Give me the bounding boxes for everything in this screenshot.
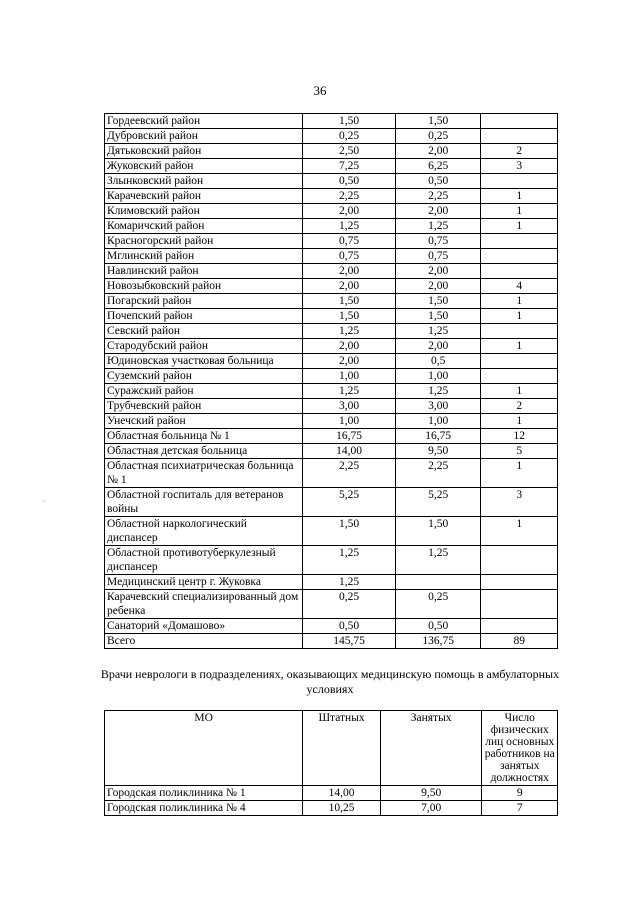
- org-cell: Дубровский район: [105, 129, 303, 144]
- table-row: [105, 114, 558, 129]
- staff-cell: 1,25: [303, 575, 396, 590]
- org-cell: Всего: [105, 634, 303, 649]
- table-row: [105, 384, 558, 399]
- staff-cell: 1,50: [303, 517, 396, 546]
- staff-cell: 0,75: [303, 249, 396, 264]
- org-cell: Почепский район: [105, 309, 303, 324]
- table-row: [105, 634, 558, 649]
- table-row: [105, 309, 558, 324]
- occupied-cell: 16,75: [395, 429, 481, 444]
- table-row: [105, 459, 558, 488]
- persons-cell: 3: [481, 488, 558, 517]
- table-row: [105, 488, 558, 517]
- header-staff: Штатных: [303, 711, 381, 786]
- staff-cell: 10,25: [303, 801, 381, 816]
- persons-cell: 1: [481, 189, 558, 204]
- persons-cell: 12: [481, 429, 558, 444]
- staff-cell: 2,50: [303, 144, 396, 159]
- table-row: [105, 219, 558, 234]
- table-row: [105, 144, 558, 159]
- table-row: [105, 786, 558, 801]
- staff-cell: 0,25: [303, 590, 396, 619]
- staff-cell: 1,50: [303, 309, 396, 324]
- occupied-cell: 9,50: [395, 444, 481, 459]
- org-cell: Комаричский район: [105, 219, 303, 234]
- occupied-cell: 0,75: [395, 249, 481, 264]
- staff-cell: 1,25: [303, 219, 396, 234]
- header-occupied: Занятых: [380, 711, 482, 786]
- staff-cell: 14,00: [303, 444, 396, 459]
- persons-cell: [481, 575, 558, 590]
- table-row: [105, 234, 558, 249]
- org-cell: Областной противотуберкулезный диспансер: [105, 546, 303, 575]
- org-cell: Погарский район: [105, 294, 303, 309]
- staff-cell: 1,25: [303, 546, 396, 575]
- occupied-cell: 3,00: [395, 399, 481, 414]
- org-cell: Суземский район: [105, 369, 303, 384]
- table-row: [105, 249, 558, 264]
- table-row: [105, 279, 558, 294]
- org-cell: Областная больница № 1: [105, 429, 303, 444]
- persons-cell: 1: [481, 384, 558, 399]
- persons-cell: [481, 234, 558, 249]
- occupied-cell: [395, 575, 481, 590]
- org-cell: Городская поликлиника № 4: [105, 801, 303, 816]
- org-cell: Областной наркологический диспансер: [105, 517, 303, 546]
- staff-cell: 145,75: [303, 634, 396, 649]
- org-cell: Карачевский район: [105, 189, 303, 204]
- persons-cell: [481, 114, 558, 129]
- persons-cell: 1: [481, 294, 558, 309]
- occupied-cell: 0,25: [395, 590, 481, 619]
- persons-cell: [481, 369, 558, 384]
- org-cell: Санаторий «Домашово»: [105, 619, 303, 634]
- staff-cell: 14,00: [303, 786, 381, 801]
- staff-cell: 2,00: [303, 279, 396, 294]
- table-row: [105, 546, 558, 575]
- table-row: [105, 429, 558, 444]
- org-cell: Суражский район: [105, 384, 303, 399]
- occupied-cell: 0,50: [395, 174, 481, 189]
- outpatient-table-body: [105, 786, 558, 816]
- table-row: [105, 339, 558, 354]
- neurologists-table: [104, 113, 558, 649]
- section-heading: Врачи неврологи в подразделениях, оказывающих медицинскую помощь в амбулаторных условиях: [100, 667, 560, 696]
- occupied-cell: 2,00: [395, 204, 481, 219]
- persons-cell: 1: [481, 204, 558, 219]
- persons-cell: [481, 354, 558, 369]
- persons-cell: [481, 174, 558, 189]
- table-row: [105, 444, 558, 459]
- persons-cell: [481, 619, 558, 634]
- persons-cell: 89: [481, 634, 558, 649]
- staff-cell: 2,25: [303, 189, 396, 204]
- persons-cell: 1: [481, 339, 558, 354]
- persons-cell: [481, 590, 558, 619]
- table-row: [105, 414, 558, 429]
- staff-cell: 1,50: [303, 114, 396, 129]
- occupied-cell: 1,50: [395, 294, 481, 309]
- occupied-cell: 7,00: [380, 801, 482, 816]
- table-row: [105, 801, 558, 816]
- staff-cell: 5,25: [303, 488, 396, 517]
- table-row: [105, 189, 558, 204]
- persons-cell: 7: [482, 801, 558, 816]
- table-row: [105, 354, 558, 369]
- table-row: [105, 517, 558, 546]
- table-row: [105, 264, 558, 279]
- staff-cell: 1,25: [303, 384, 396, 399]
- persons-cell: 1: [481, 517, 558, 546]
- occupied-cell: 2,25: [395, 189, 481, 204]
- occupied-cell: 1,50: [395, 517, 481, 546]
- persons-cell: 2: [481, 399, 558, 414]
- org-cell: Мглинский район: [105, 249, 303, 264]
- org-cell: Гордеевский район: [105, 114, 303, 129]
- staff-cell: 2,00: [303, 204, 396, 219]
- table-row: [105, 159, 558, 174]
- persons-cell: 1: [481, 219, 558, 234]
- org-cell: Областной госпиталь для ветеранов войны: [105, 488, 303, 517]
- occupied-cell: 2,25: [395, 459, 481, 488]
- occupied-cell: 2,00: [395, 339, 481, 354]
- org-cell: Карачевский специализированный дом ребенка: [105, 590, 303, 619]
- org-cell: Медицинский центр г. Жуковка: [105, 575, 303, 590]
- persons-cell: [481, 324, 558, 339]
- table-row: [105, 369, 558, 384]
- staff-cell: 1,00: [303, 414, 396, 429]
- outpatient-neurologists-table: [104, 710, 558, 816]
- persons-cell: [481, 546, 558, 575]
- org-cell: Навлинский район: [105, 264, 303, 279]
- neurologists-table-body: [105, 114, 558, 649]
- occupied-cell: 2,00: [395, 279, 481, 294]
- occupied-cell: 1,25: [395, 384, 481, 399]
- table-row: [105, 204, 558, 219]
- staff-cell: 3,00: [303, 399, 396, 414]
- org-cell: Областная психиатрическая больница № 1: [105, 459, 303, 488]
- occupied-cell: 1,00: [395, 369, 481, 384]
- persons-cell: 2: [481, 144, 558, 159]
- staff-cell: 1,25: [303, 324, 396, 339]
- org-cell: Городская поликлиника № 1: [105, 786, 303, 801]
- staff-cell: 0,25: [303, 129, 396, 144]
- org-cell: Севский район: [105, 324, 303, 339]
- occupied-cell: 5,25: [395, 488, 481, 517]
- persons-cell: 1: [481, 459, 558, 488]
- org-cell: Трубчевский район: [105, 399, 303, 414]
- occupied-cell: 0,25: [395, 129, 481, 144]
- table-row: [105, 575, 558, 590]
- occupied-cell: 1,00: [395, 414, 481, 429]
- occupied-cell: 1,50: [395, 309, 481, 324]
- persons-cell: 3: [481, 159, 558, 174]
- occupied-cell: 2,00: [395, 264, 481, 279]
- table-row: [105, 399, 558, 414]
- org-cell: Злынковский район: [105, 174, 303, 189]
- table-row: [105, 294, 558, 309]
- persons-cell: [481, 129, 558, 144]
- occupied-cell: 136,75: [395, 634, 481, 649]
- staff-cell: 2,00: [303, 354, 396, 369]
- persons-cell: [481, 264, 558, 279]
- table-row: [105, 590, 558, 619]
- staff-cell: 2,25: [303, 459, 396, 488]
- staff-cell: 0,75: [303, 234, 396, 249]
- table-row: [105, 324, 558, 339]
- persons-cell: 1: [481, 309, 558, 324]
- org-cell: Областная детская больница: [105, 444, 303, 459]
- staff-cell: 2,00: [303, 339, 396, 354]
- persons-cell: 9: [482, 786, 558, 801]
- occupied-cell: 1,50: [395, 114, 481, 129]
- org-cell: Юдиновская участковая больница: [105, 354, 303, 369]
- org-cell: Красногорский район: [105, 234, 303, 249]
- staff-cell: 0,50: [303, 619, 396, 634]
- header-physical-persons: Число физических лиц основных работников на занятых должностях: [482, 711, 558, 786]
- header-mo: МО: [105, 711, 303, 786]
- persons-cell: 4: [481, 279, 558, 294]
- occupied-cell: 0,50: [395, 619, 481, 634]
- table-header-row: [105, 711, 558, 786]
- occupied-cell: 9,50: [380, 786, 482, 801]
- occupied-cell: 1,25: [395, 219, 481, 234]
- persons-cell: [481, 249, 558, 264]
- table-row: [105, 619, 558, 634]
- org-cell: Жуковский район: [105, 159, 303, 174]
- occupied-cell: 2,00: [395, 144, 481, 159]
- occupied-cell: 1,25: [395, 324, 481, 339]
- org-cell: Унечский район: [105, 414, 303, 429]
- staff-cell: 7,25: [303, 159, 396, 174]
- staff-cell: 1,00: [303, 369, 396, 384]
- occupied-cell: 1,25: [395, 546, 481, 575]
- staff-cell: 16,75: [303, 429, 396, 444]
- org-cell: Дятьковский район: [105, 144, 303, 159]
- org-cell: Новозыбковский район: [105, 279, 303, 294]
- table-row: [105, 129, 558, 144]
- occupied-cell: 0,5: [395, 354, 481, 369]
- table-row: [105, 174, 558, 189]
- staff-cell: 0,50: [303, 174, 396, 189]
- occupied-cell: 6,25: [395, 159, 481, 174]
- org-cell: Стародубский район: [105, 339, 303, 354]
- persons-cell: 5: [481, 444, 558, 459]
- staff-cell: 1,50: [303, 294, 396, 309]
- page-number: 36: [313, 83, 327, 98]
- staff-cell: 2,00: [303, 264, 396, 279]
- persons-cell: 1: [481, 414, 558, 429]
- org-cell: Климовский район: [105, 204, 303, 219]
- margin-mark: ·: [42, 496, 45, 506]
- occupied-cell: 0,75: [395, 234, 481, 249]
